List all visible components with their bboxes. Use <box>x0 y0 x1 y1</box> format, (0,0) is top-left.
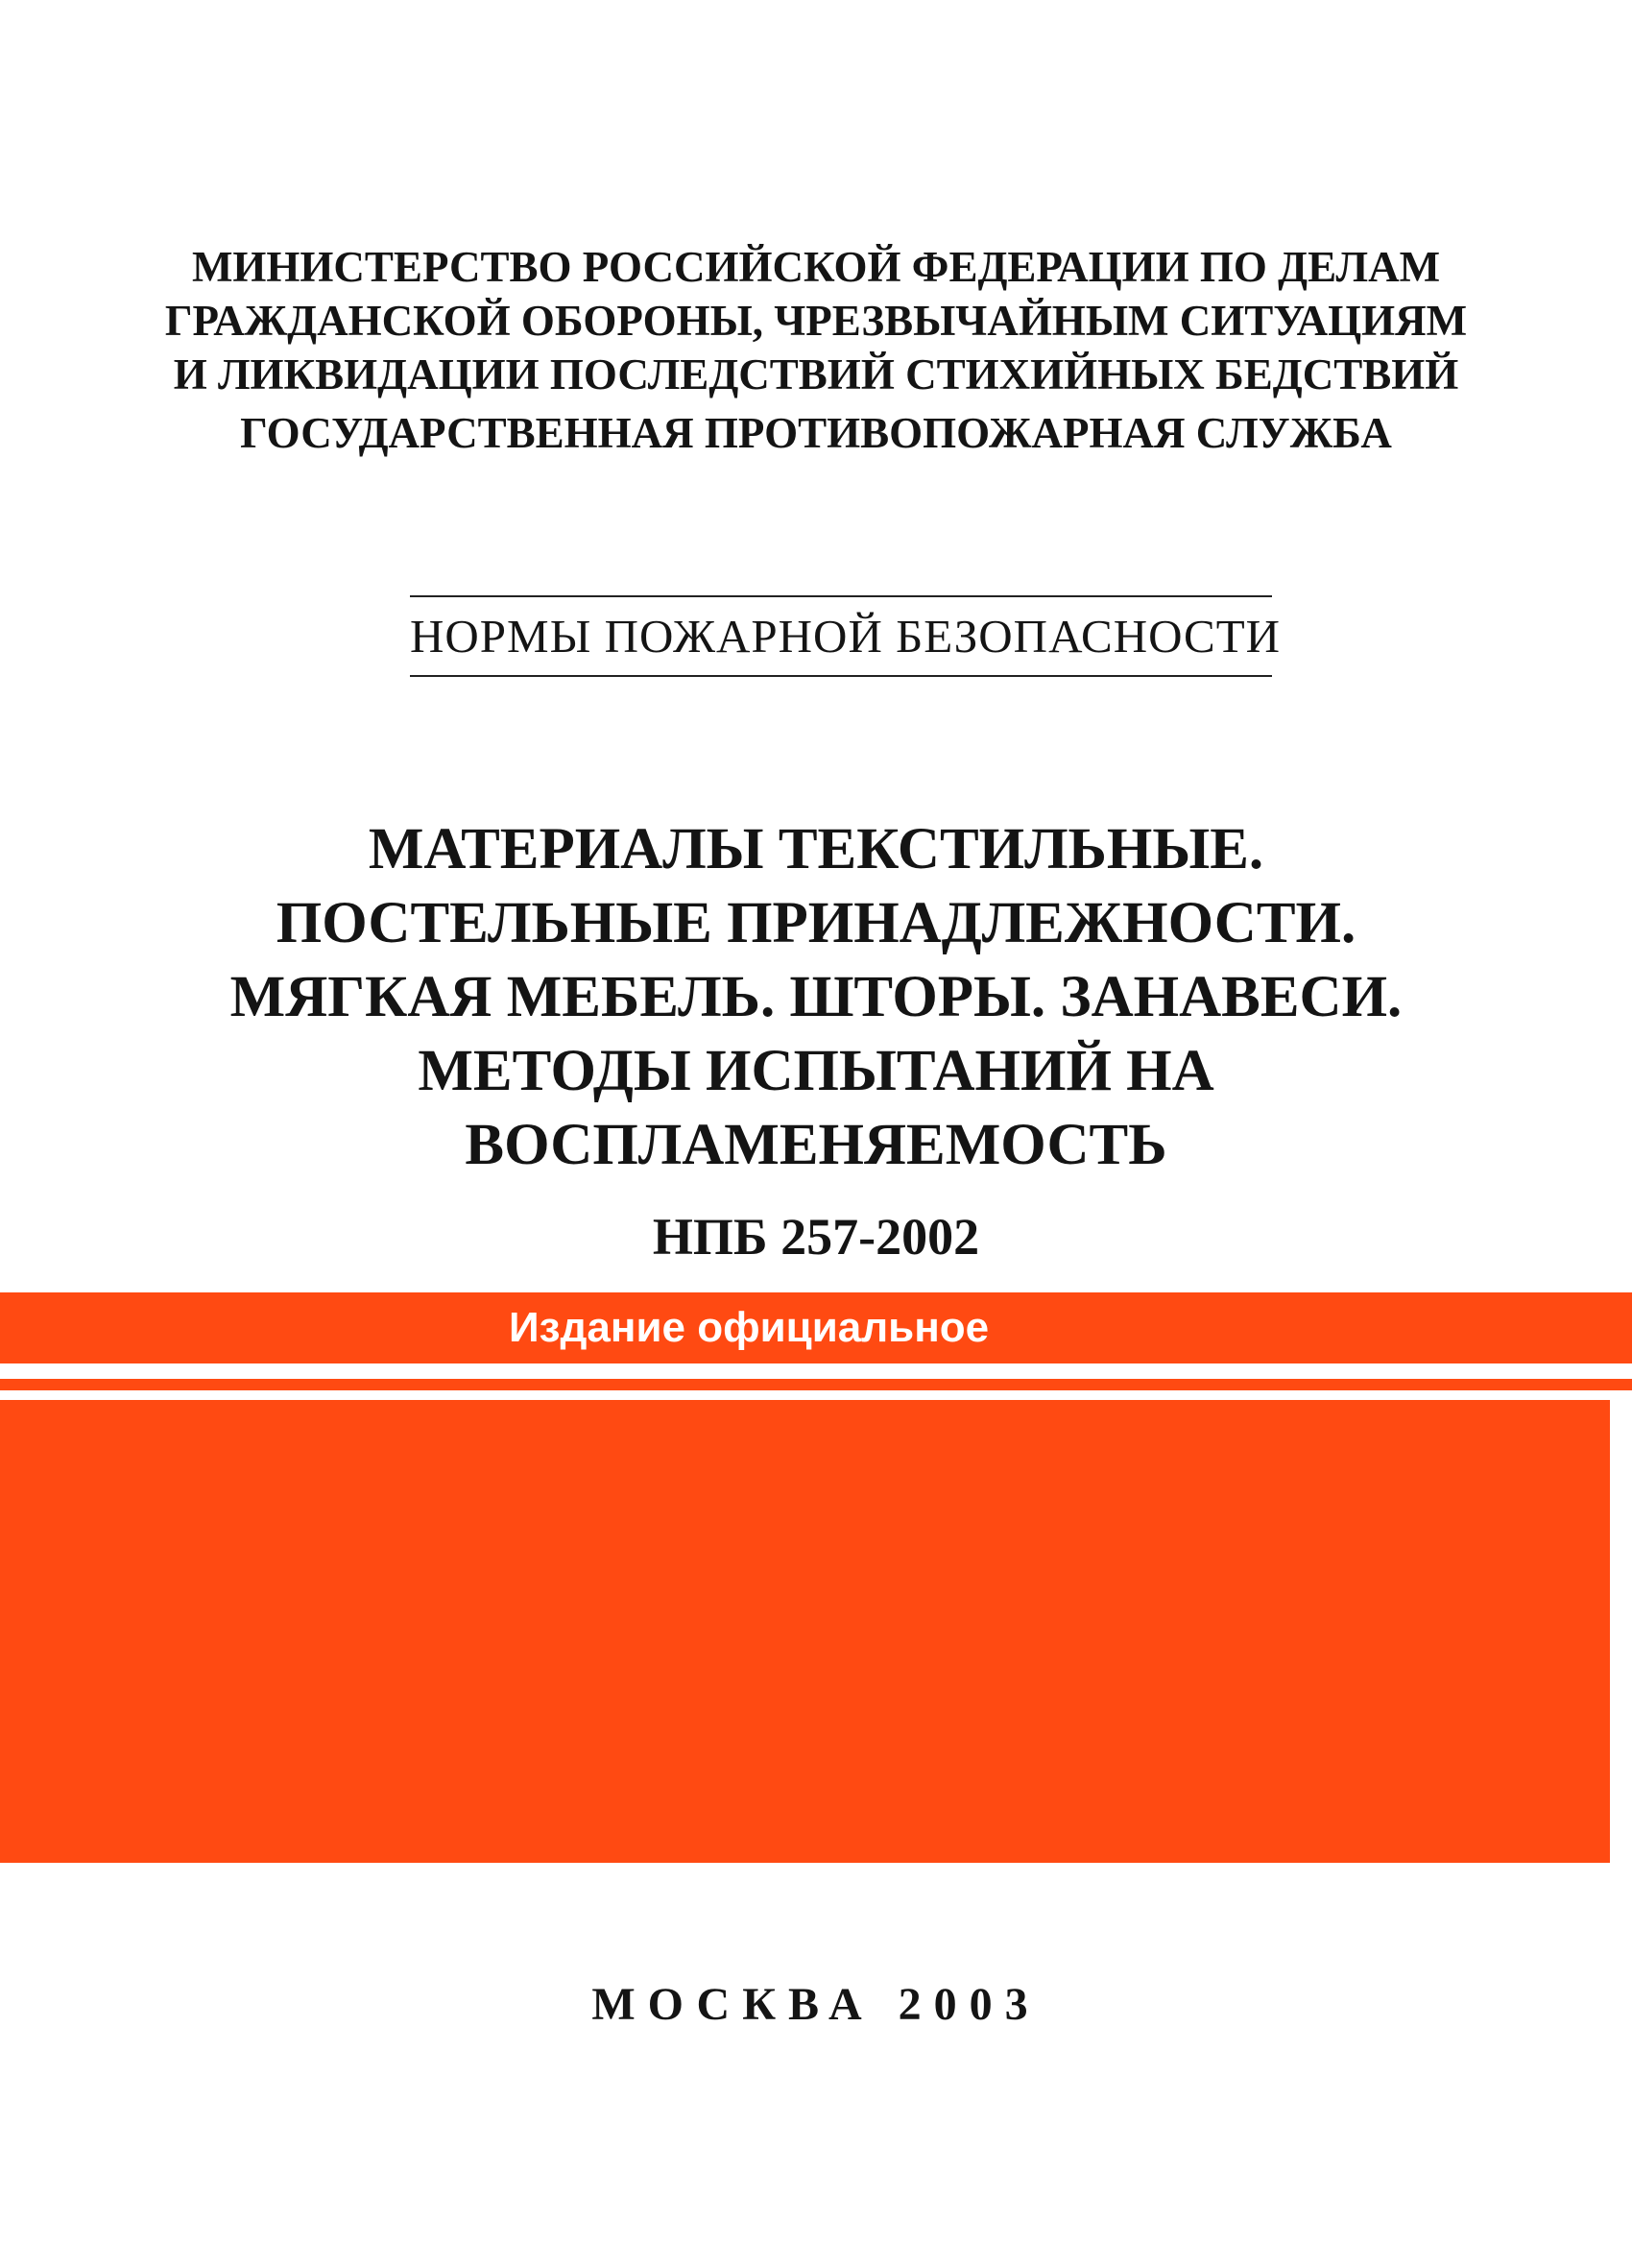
title-line-1: МАТЕРИАЛЫ ТЕКСТИЛЬНЫЕ. <box>368 817 1264 881</box>
city-year: МОСКВА 2003 <box>591 1979 1041 2030</box>
title-line-4: МЕТОДЫ ИСПЫТАНИЙ НА <box>418 1039 1214 1103</box>
document-code: НПБ 257-2002 <box>652 1208 980 1266</box>
ministry-heading <box>0 240 1632 401</box>
edition-label: Издание официальное <box>509 1304 990 1351</box>
title-line-5: ВОСПЛАМЕНЯЕМОСТЬ <box>465 1113 1167 1177</box>
title-line-2: ПОСТЕЛЬНЫЕ ПРИНАДЛЕЖНОСТИ. <box>276 891 1356 955</box>
norms-label-box <box>410 595 1282 677</box>
title-line-3: МЯГКАЯ МЕБЕЛЬ. ШТОРЫ. ЗАНАВЕСИ. <box>229 965 1403 1029</box>
norms-label: НОРМЫ ПОЖАРНОЙ БЕЗОПАСНОСТИ <box>410 610 1282 663</box>
ministry-line-3: И ЛИКВИДАЦИИ ПОСЛЕДСТВИЙ СТИХИЙНЫХ БЕДСТВИЙ <box>173 350 1459 398</box>
service-heading: ГОСУДАРСТВЕННАЯ ПРОТИВОПОЖАРНАЯ СЛУЖБА <box>240 409 1392 457</box>
orange-band-thin <box>0 1379 1632 1390</box>
ministry-line-2: ГРАЖДАНСКОЙ ОБОРОНЫ, ЧРЕЗВЫЧАЙНЫМ СИТУАЦИЯМ <box>164 297 1468 345</box>
document-title <box>0 812 1632 1182</box>
orange-band-large <box>0 1400 1610 1863</box>
ministry-line-1: МИНИСТЕРСТВО РОССИЙСКОЙ ФЕДЕРАЦИИ ПО ДЕЛАМ <box>191 243 1441 291</box>
